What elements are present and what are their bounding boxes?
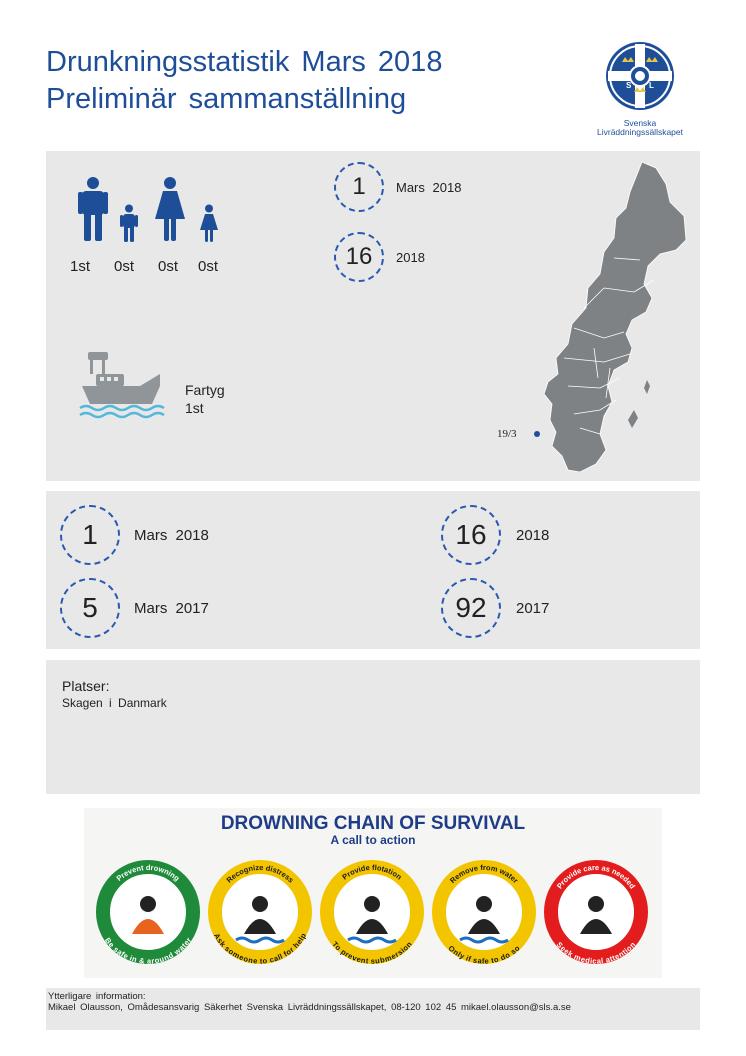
chain-figure-icon-5: [588, 896, 604, 912]
chain-link-top-label-3: Provide flotation: [340, 862, 404, 882]
logo-letter-3: S: [637, 97, 643, 106]
chain-link-2: [212, 863, 308, 966]
drowning-chain-graphic: [84, 808, 662, 978]
woman-count: 0st: [158, 258, 179, 275]
chain-link-3: [326, 863, 418, 966]
places-panel: [46, 660, 700, 794]
chain-link-bottom-label-3: To prevent submersion: [330, 939, 414, 966]
boy-icon: [120, 204, 138, 242]
footer: [46, 988, 700, 1030]
stat-circle-month: 1: [334, 162, 384, 212]
chain-subtitle: A call to action: [330, 833, 416, 847]
page-title: [46, 44, 442, 118]
chain-title: DROWNING CHAIN OF SURVIVAL: [220, 813, 526, 834]
logo-text-line-1: Svenska: [623, 118, 657, 128]
chain-figure-icon-1: [140, 896, 156, 912]
comparison-circle-4: 92: [441, 578, 501, 638]
vessel-count: 1st: [185, 400, 204, 416]
footer-line-2: Mikael Olausson, Omådesansvarig Säkerhet Svenska Livräddningssällskapet, 08-120 102 45 mikael.olausson@sls.a.se: [48, 1002, 571, 1013]
chain-link-top-label-5: Provide care as needed: [554, 862, 638, 891]
chain-link-top-label-2: Recognize distress: [224, 862, 296, 885]
girl-count: 0st: [198, 258, 219, 275]
chain-link-bottom-label-5: Seek medical attention: [554, 940, 638, 966]
sls-logo: [588, 40, 692, 152]
comparison-circle-3: 5: [60, 578, 120, 638]
girl-icon: [200, 204, 218, 242]
chain-link-1: [102, 863, 194, 966]
chain-link-bottom-label-4: Only if safe to do so: [446, 943, 522, 966]
lifebuoy-logo-icon: [604, 40, 676, 112]
chain-figure-icon-2: [252, 896, 268, 912]
man-count: 1st: [70, 258, 91, 275]
logo-letter-1: S: [626, 81, 632, 90]
chain-figure-icon-3: [364, 896, 380, 912]
sweden-map-icon: [534, 158, 694, 478]
stat-label-year: 2018: [396, 250, 425, 265]
places-text: Skagen i Danmark: [62, 696, 167, 710]
stat-label-month: Mars 2018: [396, 180, 462, 195]
map-marker-icon: [534, 431, 540, 437]
chain-figure-icon-4: [476, 896, 492, 912]
stat-circle-year: 16: [334, 232, 384, 282]
comparison-circle-1: 1: [60, 505, 120, 565]
comparison-panel: [46, 491, 700, 649]
comparison-label-4: 2017: [516, 600, 550, 617]
woman-icon: [154, 176, 186, 242]
chain-link-4: [438, 863, 530, 966]
chain-link-bottom-label-2: Ask someone to call for help: [212, 931, 308, 966]
boy-count: 0st: [114, 258, 135, 275]
logo-text-line-2: Livräddningssällskapet: [597, 127, 683, 137]
places-title: Platser:: [62, 678, 110, 694]
vessel-label: Fartyg: [185, 382, 225, 398]
chain-link-bottom-label-1: Be safe in & around water: [102, 935, 194, 966]
chain-link-top-label-4: Remove from water: [448, 862, 521, 886]
comparison-label-3: Mars 2017: [134, 600, 209, 617]
chain-link-top-label-1: Prevent drowning: [114, 862, 182, 883]
logo-letter-2: L: [649, 81, 654, 90]
comparison-circle-2: 16: [441, 505, 501, 565]
comparison-label-1: Mars 2018: [134, 527, 209, 544]
chain-link-5: [550, 863, 642, 966]
title-line-1: Drunkningsstatistik Mars 2018: [46, 46, 443, 78]
footer-line-1: Ytterligare information:: [48, 991, 146, 1002]
title-line-2: Preliminär sammanställning: [46, 83, 407, 115]
map-marker-label: 19/3: [497, 428, 517, 440]
comparison-label-2: 2018: [516, 527, 550, 544]
man-icon: [78, 176, 108, 242]
ship-icon: [78, 350, 168, 420]
